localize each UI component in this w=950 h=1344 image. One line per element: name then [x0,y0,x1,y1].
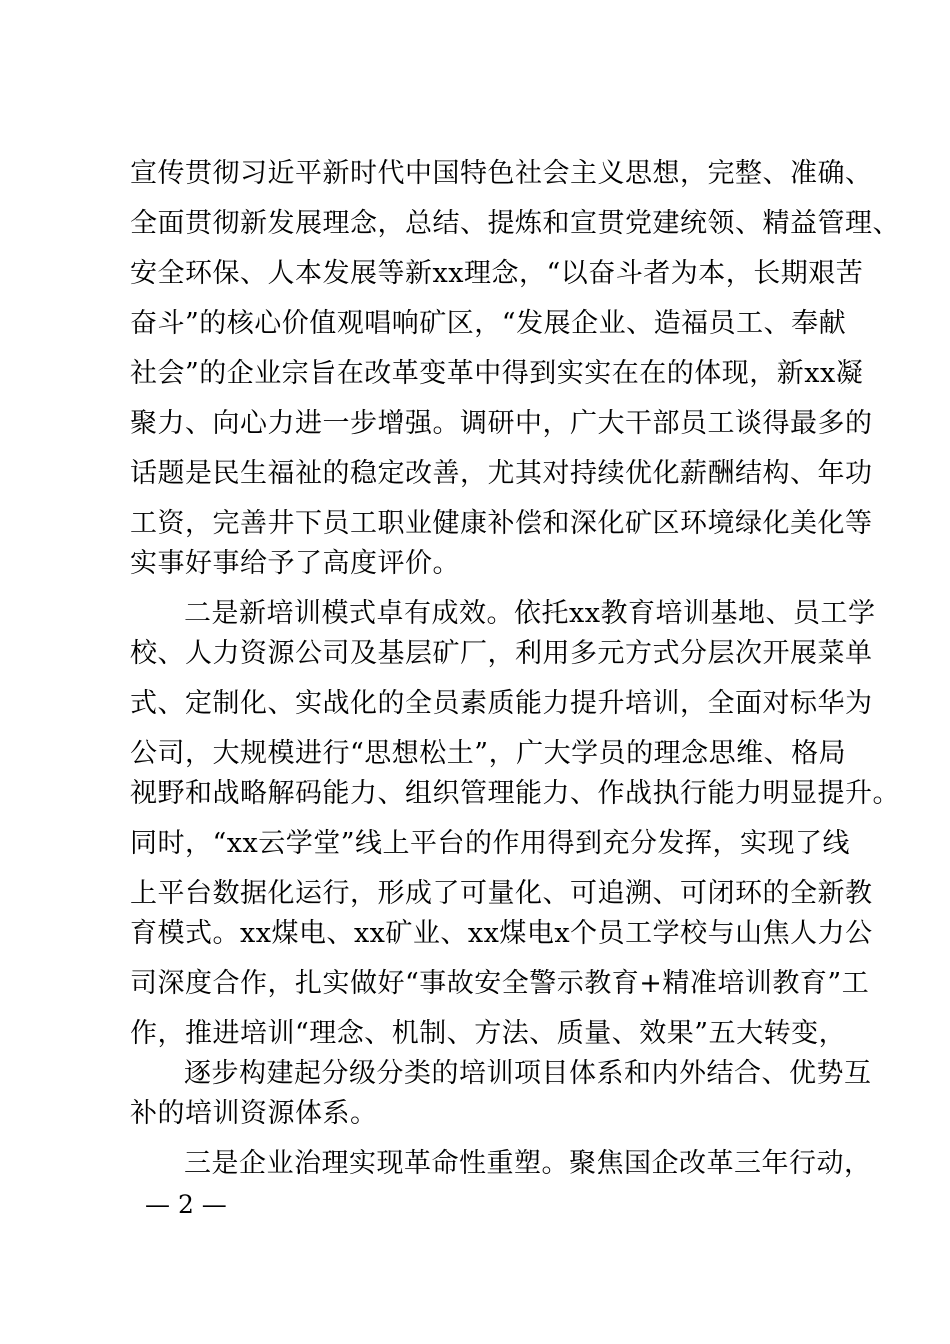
text-line-11: 校、人力资源公司及基层矿厂，利用多元方式分层次开展菜单 [130,638,873,669]
paragraph-4-start: 三是企业治理实现革命性重塑。聚焦国企改革三年行动， [184,1148,872,1179]
text-line-9: 实事好事给予了高度评价。 [130,548,460,579]
text-line-7: 话题是民生福祉的稳定改善，尤其对持续优化薪酬结构、年功 [130,458,873,489]
text-line-4: 奋斗”的核心价值观唱响矿区，“发展企业、造福员工、奉献 [130,308,847,339]
text-line-2: 全面贯彻新发展理念，总结、提炼和宣贯党建统领、精益管理、 [130,208,900,239]
text-line-13: 公司，大规模进行“思想松土”，广大学员的理念思维、格局 [130,738,847,769]
text-line-18: 司深度合作，扎实做好“事故安全警示教育+精准培训教育”工 [130,968,870,999]
text-line-3: 安全环保、人本发展等新xx理念，“以奋斗者为本，长期艰苦 [130,258,864,289]
text-line-14: 视野和战略解码能力、组织管理能力、作战执行能力明显提升。 [130,778,900,809]
text-line-17: 育模式。xx煤电、xx矿业、xx煤电x个员工学校与山焦人力公 [130,918,873,949]
text-line-16: 上平台数据化运行，形成了可量化、可追溯、可闭环的全新教 [130,878,873,909]
text-line-5: 社会”的企业宗旨在改革变革中得到实实在在的体现，新xx凝 [130,358,864,389]
page-number: — 2 — [145,1190,227,1219]
text-line-15: 同时，“xx云学堂”线上平台的作用得到充分发挥，实现了线 [130,828,851,859]
paragraph-3-start: 逐步构建起分级分类的培训项目体系和内外结合、优势互 [184,1058,872,1089]
text-line-1: 宣传贯彻习近平新时代中国特色社会主义思想，完整、准确、 [130,158,873,189]
text-line-8: 工资，完善井下员工职业健康补偿和深化矿区环境绿化美化等 [130,508,873,539]
text-line-6: 聚力、向心力进一步增强。调研中，广大干部员工谈得最多的 [130,408,873,439]
text-line-19: 作，推进培训“理念、机制、方法、质量、效果”五大转变， [130,1018,847,1049]
text-line-21: 补的培训资源体系。 [130,1098,378,1129]
text-line-12: 式、定制化、实战化的全员素质能力提升培训，全面对标华为 [130,688,873,719]
paragraph-2-start: 二是新培训模式卓有成效。依托xx教育培训基地、员工学 [184,598,876,629]
